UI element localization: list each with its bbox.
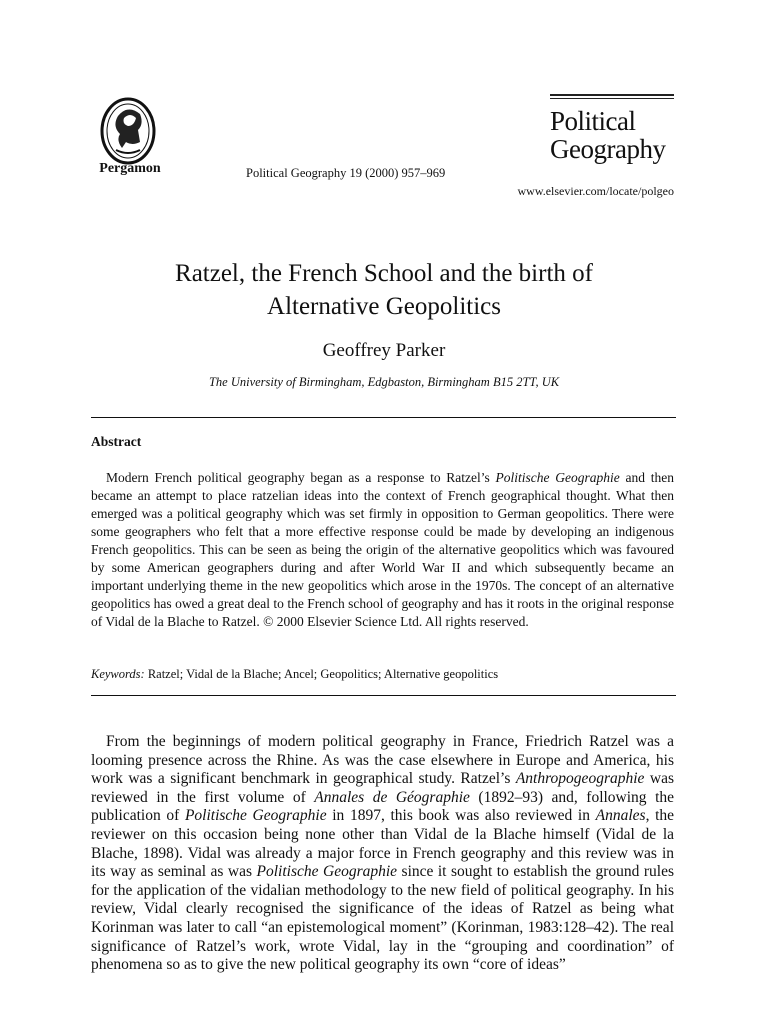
title-line: Ratzel, the French School and the birth of <box>175 260 593 287</box>
divider <box>91 695 676 696</box>
masthead-rule <box>550 94 674 96</box>
abstract-heading: Abstract <box>91 434 142 449</box>
abstract-italic: Politische Geographie <box>495 470 620 485</box>
title-line: Alternative Geopolitics <box>267 293 501 320</box>
author-affiliation: The University of Birmingham, Edgbaston, Birmingham B15 2TT, UK <box>208 375 560 389</box>
body-italic: Annales de Géographie <box>314 788 470 806</box>
journal-name-line: Geography <box>550 134 666 164</box>
abstract-text <box>91 469 674 631</box>
masthead-rule <box>550 98 674 99</box>
body-text: From the beginnings of modern political geography in France, Friedrich Ratzel was a looming presence across the Rhine. As was the case elsewhere in Europe and America, his work was a significant benchmark in geographical study. Ratzel’s <box>91 733 674 788</box>
journal-url[interactable]: www.elsevier.com/locate/polgeo <box>517 184 674 198</box>
publisher-name: Pergamon <box>99 161 161 176</box>
body-paragraph <box>91 733 674 975</box>
divider <box>91 417 676 418</box>
body-text: (1892–93) and, following the publication of <box>91 788 675 825</box>
abstract-text-part: and then became an attempt to place ratzelian ideas into the context of French geographical thought. What then emerged was a political geography which was set firmly in opposition to German geopolitics. There were some geographers who felt that a more effective response could be made by developing an indigenous French geopolitics. This can be seen as being the origin of the alternative geopolitics which was favoured by some American geographers during and after World War II and which subsequently became an important underlying theme in the new geopolitics which arose in the 1970s. The concept of an alternative geopolitics has owed a great deal to the French school of geography and has it roots in the original response of Vidal de la Blache to Ratzel. © 2000 Elsevier Science Ltd. All rights reserved. <box>91 470 674 629</box>
journal-name <box>550 107 674 163</box>
body-italic: Politische Geographie <box>184 807 327 825</box>
journal-citation: Political Geography 19 (2000) 957–969 <box>246 166 446 180</box>
author-name: Geoffrey Parker <box>322 340 446 361</box>
body-text: , the reviewer on this occasion being none other than Vidal de la Blache himself (Vidal de la Blache, 1898). Vidal was already a major force in French geography and this review was in its way as seminal as was <box>91 807 675 881</box>
keywords-list: Ratzel; Vidal de la Blache; Ancel; Geopolitics; Alternative geopolitics <box>144 667 499 681</box>
body-italic: Anthropogeographie <box>515 770 645 788</box>
abstract-text-part: Modern French political geography began as a response to Ratzel’s <box>106 470 496 485</box>
publisher-logo <box>88 96 168 166</box>
journal-name-line: Political <box>550 106 636 136</box>
keywords <box>91 667 498 682</box>
body-italic: Annales <box>595 807 646 825</box>
body-text: in 1897, this book was also reviewed in <box>326 807 596 825</box>
keywords-label: Keywords: <box>91 667 145 681</box>
body-italic: Politische Geographie <box>256 863 398 881</box>
journal-masthead <box>550 94 674 163</box>
body-text: since it sought to establish the ground rules for the application of the vidalian methodology to the new field of political geography. In his review, Vidal clearly recognised the significance of the ideas of Ratzel as being what Korinman was later to call “an epistemological moment” (Korinman, 1983:128–42). The real significance of Ratzel’s work, wrote Vidal, lay in the “grouping and coordination” of phenomena so as to give the new political geography its own “core of ideas” <box>91 863 675 974</box>
body-text: was reviewed in the first volume of <box>91 770 674 806</box>
article-title <box>94 257 674 323</box>
